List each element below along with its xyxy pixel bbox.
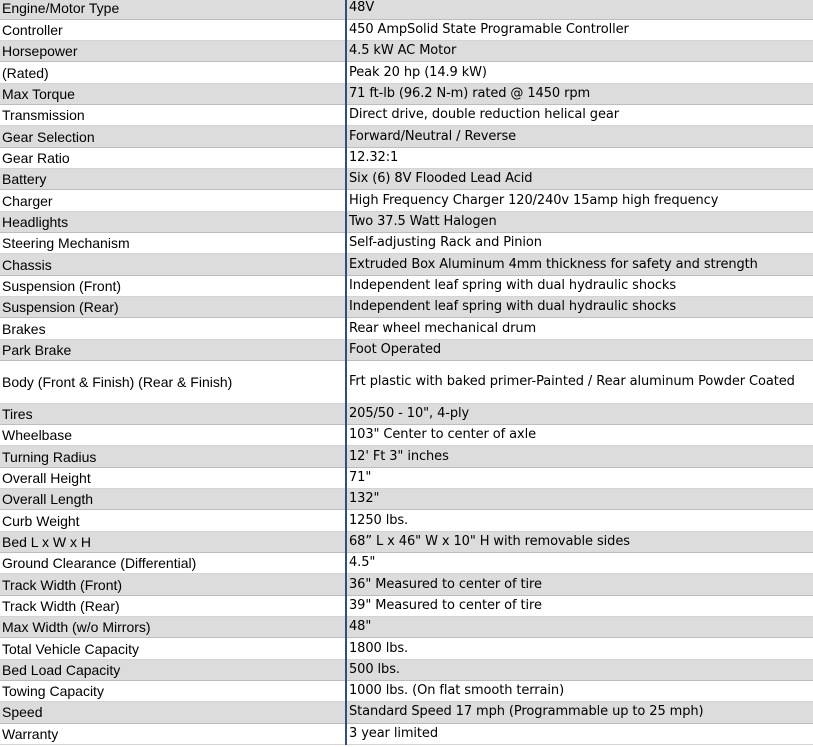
spec-value: Six (6) 8V Flooded Lead Acid (346, 169, 813, 190)
table-row (0, 574, 813, 595)
spec-value: Standard Speed 17 mph (Programmable up to 25 mph) (346, 702, 813, 723)
table-row (0, 105, 813, 126)
table-row (0, 297, 813, 318)
spec-value: Direct drive, double reduction helical gear (346, 105, 813, 126)
spec-label: Max Width (w/o Mirrors) (0, 617, 346, 638)
spec-label: Headlights (0, 211, 346, 232)
table-row (0, 169, 813, 190)
table-row (0, 361, 813, 404)
table-row (0, 723, 813, 744)
spec-value: 48V (346, 0, 813, 19)
spec-label: Towing Capacity (0, 681, 346, 702)
table-row (0, 617, 813, 638)
table-row (0, 211, 813, 232)
spec-label: Overall Height (0, 467, 346, 488)
table-row (0, 233, 813, 254)
table-row (0, 83, 813, 104)
table-row (0, 702, 813, 723)
spec-label: Park Brake (0, 339, 346, 360)
table-row (0, 19, 813, 40)
spec-value: 71 ft-lb (96.2 N-m) rated @ 1450 rpm (346, 83, 813, 104)
spec-label: Brakes (0, 318, 346, 339)
table-row (0, 638, 813, 659)
spec-value: 132" (346, 489, 813, 510)
spec-label: Wheelbase (0, 425, 346, 446)
spec-label: Tires (0, 403, 346, 424)
spec-label: Battery (0, 169, 346, 190)
table-row (0, 126, 813, 147)
spec-label: Ground Clearance (Differential) (0, 553, 346, 574)
table-row (0, 147, 813, 168)
spec-label: Turning Radius (0, 446, 346, 467)
spec-label: (Rated) (0, 62, 346, 83)
spec-label: Suspension (Front) (0, 275, 346, 296)
spec-value: 1000 lbs. (On flat smooth terrain) (346, 681, 813, 702)
spec-value: 48" (346, 617, 813, 638)
spec-label: Horsepower (0, 41, 346, 62)
table-row (0, 553, 813, 574)
table-row (0, 403, 813, 424)
spec-value: 450 AmpSolid State Programable Controller (346, 19, 813, 40)
spec-label: Bed L x W x H (0, 531, 346, 552)
spec-value: 12' Ft 3" inches (346, 446, 813, 467)
spec-label: Overall Length (0, 489, 346, 510)
spec-label: Engine/Motor Type (0, 0, 346, 19)
table-row (0, 467, 813, 488)
spec-value: Forward/Neutral / Reverse (346, 126, 813, 147)
spec-value: Rear wheel mechanical drum (346, 318, 813, 339)
table-row (0, 446, 813, 467)
spec-label: Suspension (Rear) (0, 297, 346, 318)
table-row (0, 41, 813, 62)
table-row (0, 489, 813, 510)
spec-value: Frt plastic with baked primer-Painted / Rear aluminum Powder Coated (346, 361, 813, 404)
spec-value: 3 year limited (346, 723, 813, 744)
spec-label: Track Width (Rear) (0, 595, 346, 616)
spec-value: 68” L x 46" W x 10" H with removable sides (346, 531, 813, 552)
spec-label: Steering Mechanism (0, 233, 346, 254)
spec-value: Self-adjusting Rack and Pinion (346, 233, 813, 254)
spec-label: Speed (0, 702, 346, 723)
spec-value: 1800 lbs. (346, 638, 813, 659)
spec-label: Curb Weight (0, 510, 346, 531)
spec-value: Two 37.5 Watt Halogen (346, 211, 813, 232)
spec-label: Max Torque (0, 83, 346, 104)
spec-label: Track Width (Front) (0, 574, 346, 595)
spec-label: Charger (0, 190, 346, 211)
table-row (0, 275, 813, 296)
spec-value: 12.32:1 (346, 147, 813, 168)
spec-value: 1250 lbs. (346, 510, 813, 531)
spec-value: 500 lbs. (346, 659, 813, 680)
spec-value: 4.5 kW AC Motor (346, 41, 813, 62)
table-row (0, 595, 813, 616)
table-row (0, 510, 813, 531)
table-row (0, 531, 813, 552)
table-row (0, 318, 813, 339)
spec-value: Extruded Box Aluminum 4mm thickness for safety and strength (346, 254, 813, 275)
table-row (0, 339, 813, 360)
spec-label: Chassis (0, 254, 346, 275)
table-row (0, 254, 813, 275)
spec-value: Independent leaf spring with dual hydraulic shocks (346, 297, 813, 318)
spec-value: Independent leaf spring with dual hydraulic shocks (346, 275, 813, 296)
spec-value: 71" (346, 467, 813, 488)
spec-label: Warranty (0, 723, 346, 744)
spec-label: Transmission (0, 105, 346, 126)
table-row (0, 681, 813, 702)
table-row (0, 0, 813, 19)
spec-value: 39" Measured to center of tire (346, 595, 813, 616)
spec-label: Body (Front & Finish) (Rear & Finish) (0, 361, 346, 404)
spec-value: 36" Measured to center of tire (346, 574, 813, 595)
table-row (0, 190, 813, 211)
spec-value: 4.5" (346, 553, 813, 574)
spec-label: Gear Selection (0, 126, 346, 147)
table-row (0, 659, 813, 680)
spec-value: Peak 20 hp (14.9 kW) (346, 62, 813, 83)
spec-label: Total Vehicle Capacity (0, 638, 346, 659)
table-row (0, 62, 813, 83)
table-row (0, 425, 813, 446)
spec-label: Bed Load Capacity (0, 659, 346, 680)
spec-label: Gear Ratio (0, 147, 346, 168)
spec-value: High Frequency Charger 120/240v 15amp high frequency (346, 190, 813, 211)
spec-value: 103" Center to center of axle (346, 425, 813, 446)
spec-label: Controller (0, 19, 346, 40)
spec-value: 205/50 - 10", 4-ply (346, 403, 813, 424)
spec-value: Foot Operated (346, 339, 813, 360)
